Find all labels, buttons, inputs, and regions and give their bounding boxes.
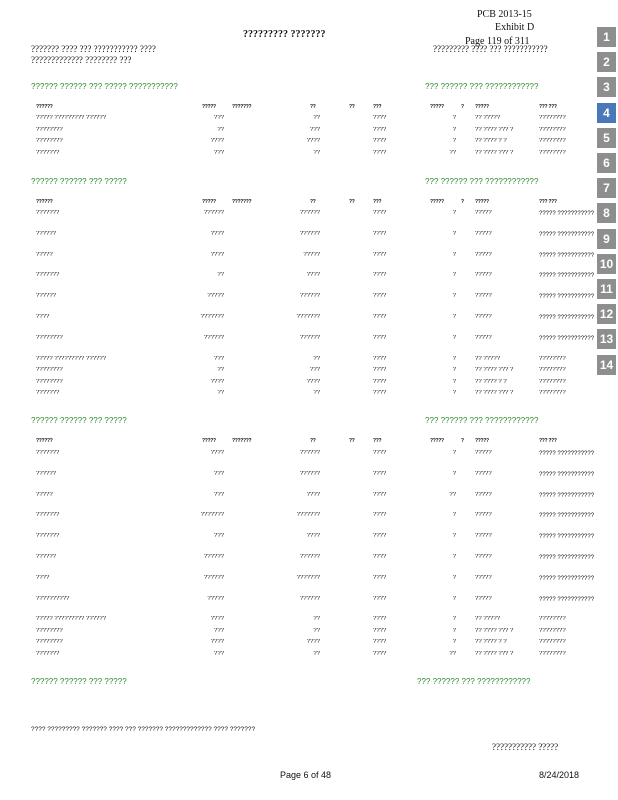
table-cell: ?????? [299, 230, 320, 237]
column-header: ?? [349, 104, 355, 110]
column-header: ?? [349, 438, 355, 444]
table-cell: ?? ???? ??? ? [475, 390, 514, 397]
table-cell: ???????? [36, 126, 63, 133]
table-cell: ?? [313, 355, 320, 362]
section-1-title: ?????? ?????? ??? ????? ??????????? [31, 82, 178, 91]
table-cell: ?????? [299, 334, 320, 341]
side-tab-2[interactable]: 2 [597, 52, 616, 72]
header-left-line-2: ????????????? ???????? ??? [31, 55, 132, 65]
column-header: ????? [430, 438, 444, 444]
table-cell: ????? [207, 595, 224, 602]
column-header: ????? [475, 438, 489, 444]
table-cell: ????? [475, 554, 492, 560]
table-cell: ?????? [299, 554, 320, 560]
table-cell: ???? [373, 616, 387, 623]
table-cell: ???????? [539, 115, 566, 121]
table-cell: ??? [309, 367, 320, 374]
table-cell: ???? [373, 390, 387, 397]
table-cell: ? [452, 138, 456, 144]
table-cell: ? [452, 314, 456, 320]
side-tab-14[interactable]: 14 [597, 355, 616, 375]
header-right-line: ????????? ???? ??? ??????????? [433, 44, 548, 54]
table-cell: ?????? [299, 293, 320, 300]
table-cell: ???????? [539, 126, 566, 133]
table-cell: ?????? [36, 554, 57, 560]
print-date: 8/24/2018 [539, 770, 580, 780]
column-header: ??????? [232, 199, 252, 205]
table-cell: ?? ???? ??? ? [475, 650, 514, 657]
table-cell: ???? [306, 533, 320, 540]
column-header: ????? [202, 104, 216, 110]
side-tab-1[interactable]: 1 [597, 27, 616, 47]
table-cell: ???????? [539, 367, 566, 374]
column-header: ? [461, 199, 464, 205]
column-header: ??? [373, 199, 382, 205]
table-cell: ??? [213, 470, 224, 477]
table-cell: ???? [373, 574, 387, 581]
section-3-right-title: ??? ?????? ??? ???????????? [425, 416, 539, 425]
table-cell: ?? [217, 367, 224, 374]
table-cell: ????? ??????????? [539, 294, 595, 301]
table-cell: ??????? [296, 314, 320, 320]
side-tab-7[interactable]: 7 [597, 178, 616, 198]
table-cell: ????? ??????????? [539, 513, 595, 520]
column-header: ??? ??? [539, 104, 557, 110]
table-cell: ?? ???? ? ? [475, 639, 507, 646]
table-cell: ? [452, 355, 456, 362]
table-cell: ?? [217, 126, 224, 133]
table-cell: ????? [36, 491, 53, 498]
side-tab-5[interactable]: 5 [597, 128, 616, 148]
side-tab-8[interactable]: 8 [597, 203, 616, 223]
column-header: ?? [349, 199, 355, 205]
page-number: Page 6 of 48 [280, 770, 332, 780]
column-header: ????? [430, 199, 444, 205]
table-cell: ???? [373, 251, 387, 258]
table-cell: ???? [36, 314, 50, 320]
table-cell: ??????? [36, 390, 60, 397]
table-cell: ???????? [36, 334, 63, 341]
table-cell: ????? [207, 293, 224, 300]
table-cell: ???? [210, 450, 224, 456]
table-cell: ? [452, 210, 456, 216]
side-tab-3[interactable]: 3 [597, 77, 616, 97]
table-cell: ???? [373, 650, 387, 657]
table-cell: ???? [306, 378, 320, 385]
table-cell: ???? [373, 470, 387, 477]
table-cell: ?????? [299, 470, 320, 477]
column-header: ?????? [36, 199, 53, 205]
table-cell: ????? ??????????? [539, 252, 595, 259]
table-cell: ???????? [36, 138, 63, 144]
table-cell: ???? [373, 533, 387, 540]
table-cell: ??????? [36, 149, 60, 156]
column-header: ??? [373, 104, 382, 110]
table-cell: ????? ??????????? [539, 575, 595, 582]
side-tab-6[interactable]: 6 [597, 153, 616, 173]
footnote: ???? ????????? ??????? ???? ??? ??????? ????????????? ???? ??????? [31, 726, 256, 733]
table-cell: ???? [373, 138, 387, 144]
table-cell: ?? ???? ? ? [475, 138, 507, 144]
table-cell: ????? [475, 512, 492, 519]
table-cell: ??????? [200, 314, 224, 320]
table-cell: ? [452, 512, 456, 519]
table-cell: ???? [373, 210, 387, 216]
table-cell: ???? [373, 355, 387, 362]
table-cell: ? [452, 230, 456, 237]
table-cell: ????? [475, 595, 492, 602]
table-cell: ????? ??????????? [539, 273, 595, 280]
table-cell: ?????????? [36, 595, 70, 602]
table-cell: ?? ???? ??? ? [475, 367, 514, 374]
table-cell: ? [452, 367, 456, 374]
table-cell: ????? [475, 272, 492, 279]
table-cell: ?? [313, 149, 320, 156]
table-cell: ????? ??????????? [539, 335, 595, 342]
column-header: ????? [202, 199, 216, 205]
table-cell: ??? [213, 491, 224, 498]
table-cell: ???? [373, 450, 387, 456]
table-cell: ??????? [296, 512, 320, 519]
table-cell: ???? [373, 230, 387, 237]
column-header: ??? ??? [539, 199, 557, 205]
table-cell: ? [452, 126, 456, 133]
table-cell: ?????? [36, 470, 57, 477]
section-4-title: ?????? ?????? ??? ????? [31, 677, 127, 686]
table-cell: ????? [475, 574, 492, 581]
table-cell: ?? ????? [475, 616, 501, 623]
table-cell: ? [452, 390, 456, 397]
column-header: ????? [475, 199, 489, 205]
table-cell: ???? [373, 512, 387, 519]
table-cell: ????? ??????????? [539, 451, 595, 457]
table-cell: ????? [475, 251, 492, 258]
table-cell: ???????? [539, 355, 566, 362]
table-cell: ? [452, 272, 456, 279]
table-cell: ?????? [299, 595, 320, 602]
table-cell: ?? [217, 390, 224, 397]
section-2-right-title: ??? ?????? ??? ???????????? [425, 177, 539, 186]
table-cell: ???????? [539, 616, 566, 623]
table-cell: ?? [313, 616, 320, 623]
table-cell: ???? [373, 272, 387, 279]
column-header: ? [461, 104, 464, 110]
table-cell: ??????? [36, 533, 60, 540]
table-cell: ???? [373, 378, 387, 385]
column-header: ??? [373, 438, 382, 444]
table-cell: ? [452, 574, 456, 581]
table-cell: ? [452, 616, 456, 623]
column-header: ? [461, 438, 464, 444]
table-cell: ????? [475, 314, 492, 320]
table-cell: ? [452, 639, 456, 646]
table-cell: ??????? [36, 210, 60, 216]
table-cell: ????? ??????????? [539, 211, 595, 217]
pcb-number: PCB 2013-15 [477, 9, 532, 20]
table-cell: ????? [475, 293, 492, 300]
table-cell: ?????? [203, 574, 224, 581]
signature-line: ??????????? ????? [492, 742, 559, 752]
table-cell: ????? [475, 334, 492, 341]
table-cell: ???? [306, 491, 320, 498]
table-cell: ? [452, 115, 456, 121]
table-cell: ??? [213, 149, 224, 156]
page-reference: Page 119 of 311 [465, 36, 530, 47]
table-cell: ????? ????????? ?????? [36, 616, 107, 623]
table-cell: ???? [210, 378, 224, 385]
side-tab-12[interactable]: 12 [597, 304, 616, 324]
section-1-right-title: ??? ?????? ??? ???????????? [425, 82, 539, 91]
document-title: ????????? ??????? [243, 29, 326, 40]
table-cell: ???? [306, 639, 320, 646]
table-cell: ????? ????????? ?????? [36, 355, 107, 362]
table-cell: ???? [210, 251, 224, 258]
table-cell: ???????? [36, 378, 63, 385]
table-cell: ???? [210, 230, 224, 237]
table-cell: ? [452, 251, 456, 258]
table-cell: ????? [475, 230, 492, 237]
table-cell: ? [452, 334, 456, 341]
table-cell: ??? [213, 533, 224, 540]
table-cell: ?? [313, 627, 320, 634]
side-tab-9[interactable]: 9 [597, 229, 616, 249]
table-cell: ???????? [539, 390, 566, 397]
section-3-title: ?????? ?????? ??? ????? [31, 416, 127, 425]
column-header: ????? [202, 438, 216, 444]
table-cell: ??????? [36, 272, 60, 279]
table-cell: ? [452, 378, 456, 385]
table-cell: ?? ???? ??? ? [475, 627, 514, 634]
table-cell: ????? ??????????? [539, 534, 595, 541]
table-cell: ????? ??????????? [539, 471, 595, 478]
section-4-right-title: ??? ?????? ??? ???????????? [417, 677, 531, 686]
table-cell: ????? ????????? ?????? [36, 115, 107, 121]
column-header: ????? [475, 104, 489, 110]
section-2-title: ?????? ?????? ??? ????? [31, 177, 127, 186]
header-left-line-1: ??????? ???? ??? ??????????? ???? [31, 44, 156, 54]
column-header: ?????? [36, 438, 53, 444]
table-cell: ??? [213, 650, 224, 657]
table-cell: ????? ??????????? [539, 555, 595, 561]
table-cell: ?????? [299, 210, 320, 216]
column-header: ??? ??? [539, 438, 557, 444]
table-cell: ?? [313, 650, 320, 657]
table-cell: ???? [306, 272, 320, 279]
table-cell: ??????? [36, 650, 60, 657]
table-cell: ???????? [539, 639, 566, 646]
table-cell: ???????? [36, 627, 63, 634]
column-header: ????? [430, 104, 444, 110]
table-cell: ? [452, 554, 456, 560]
table-cell: ???? [210, 639, 224, 646]
table-cell: ?? ???? ??? ? [475, 126, 514, 133]
table-cell: ????? [475, 491, 492, 498]
table-cell: ??? [213, 115, 224, 121]
side-tab-4[interactable]: 4 [597, 103, 616, 123]
table-cell: ???? [373, 149, 387, 156]
table-cell: ?????? [203, 210, 224, 216]
table-cell: ?? ????? [475, 355, 501, 362]
exhibit-label: Exhibit D [495, 22, 535, 33]
table-cell: ????? ??????????? [539, 492, 595, 499]
table-cell: ?? [313, 115, 320, 121]
table-cell: ????? ??????????? [539, 315, 595, 321]
table-cell: ?? ???? ? ? [475, 378, 507, 385]
table-cell: ???????? [539, 627, 566, 634]
table-cell: ??? [309, 126, 320, 133]
table-cell: ?? [313, 390, 320, 397]
table-cell: ???? [373, 115, 387, 121]
table-cell: ???? [373, 491, 387, 498]
table-cell: ?? [449, 650, 456, 657]
table-cell: ???????? [539, 650, 566, 657]
table-cell: ??????? [296, 574, 320, 581]
table-cell: ???? [210, 138, 224, 144]
table-cell: ??????? [200, 512, 224, 519]
table-cell: ? [452, 627, 456, 634]
column-header: ??????? [232, 104, 252, 110]
table-cell: ???? [373, 293, 387, 300]
table-cell: ? [452, 595, 456, 602]
table-cell: ????? ??????????? [539, 231, 595, 238]
table-cell: ????? [475, 450, 492, 456]
table-cell: ?? ????? [475, 115, 501, 121]
column-header: ?????? [36, 104, 53, 110]
table-cell: ?????? [203, 554, 224, 560]
table-cell: ??? [213, 355, 224, 362]
table-cell: ???? [306, 138, 320, 144]
side-tab-13[interactable]: 13 [597, 329, 616, 349]
table-cell: ???? [373, 367, 387, 374]
table-cell: ????? [303, 251, 320, 258]
table-cell: ?? ???? ??? ? [475, 149, 514, 156]
side-tab-10[interactable]: 10 [597, 254, 616, 274]
table-cell: ? [452, 293, 456, 300]
table-cell: ???? [373, 126, 387, 133]
table-cell: ???? [210, 616, 224, 623]
table-cell: ???????? [36, 639, 63, 646]
table-cell: ?? [449, 149, 456, 156]
table-cell: ? [452, 470, 456, 477]
table-cell: ???? [373, 334, 387, 341]
column-header: ?? [310, 438, 316, 444]
table-cell: ???? [373, 554, 387, 560]
table-cell: ?? [217, 272, 224, 279]
table-cell: ???? [373, 314, 387, 320]
table-cell: ?????? [36, 293, 57, 300]
table-cell: ???????? [36, 367, 63, 374]
table-cell: ???????? [539, 378, 566, 385]
table-cell: ????? [475, 533, 492, 540]
column-header: ?? [310, 104, 316, 110]
side-tab-11[interactable]: 11 [597, 279, 616, 299]
table-cell: ??????? [36, 450, 60, 456]
table-cell: ? [452, 450, 456, 456]
column-header: ??????? [232, 438, 252, 444]
table-cell: ????? [475, 470, 492, 477]
table-cell: ??????? [36, 512, 60, 519]
table-cell: ???? [373, 627, 387, 634]
table-cell: ?????? [203, 334, 224, 341]
table-cell: ???? [36, 574, 50, 581]
table-cell: ???????? [539, 138, 566, 144]
column-header: ?? [310, 199, 316, 205]
table-cell: ?? [449, 491, 456, 498]
table-cell: ???? [373, 639, 387, 646]
table-cell: ? [452, 533, 456, 540]
table-cell: ????? [36, 251, 53, 258]
table-cell: ????? ??????????? [539, 596, 595, 603]
table-cell: ???? [373, 595, 387, 602]
table-cell: ??? [213, 627, 224, 634]
table-cell: ???????? [539, 149, 566, 156]
table-cell: ????? [475, 210, 492, 216]
table-cell: ?????? [299, 450, 320, 456]
table-cell: ?????? [36, 230, 57, 237]
